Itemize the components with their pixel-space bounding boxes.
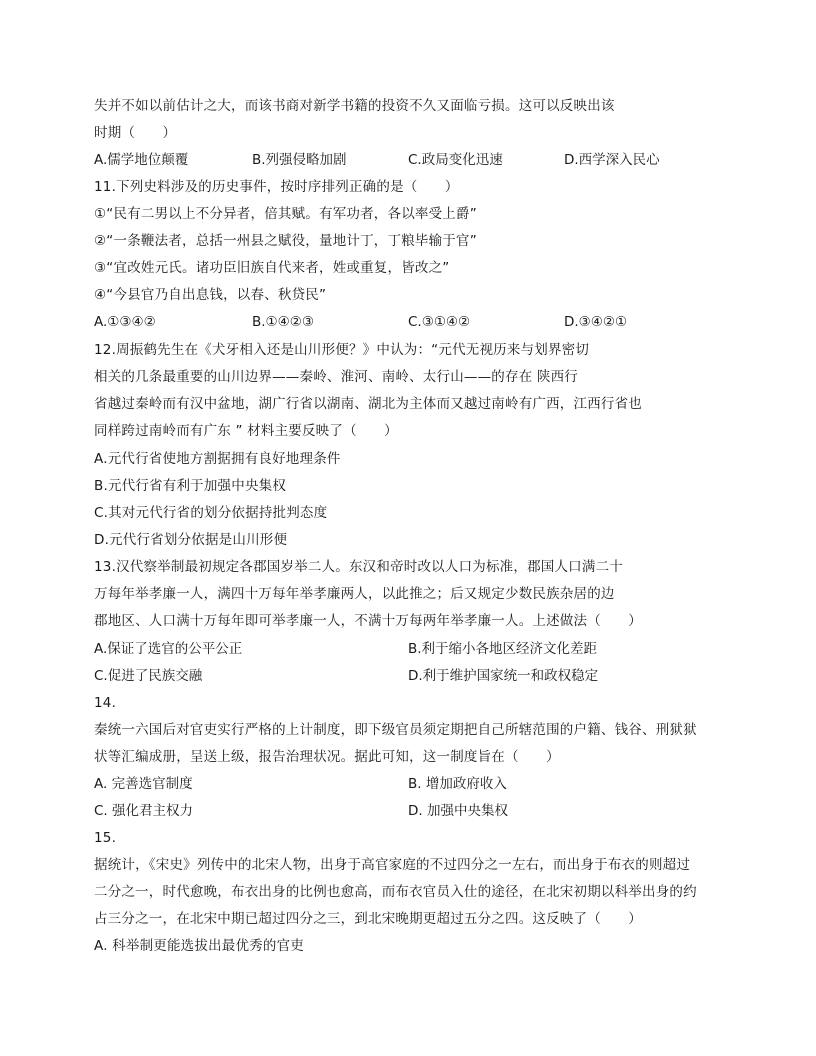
q11-option-a: A.①③④② — [94, 314, 156, 330]
q11-option-c: C.③①④② — [408, 314, 471, 330]
q12-stem-line-4: 同样跨过南岭而有广东 ” 材料主要反映了（ ） — [94, 423, 398, 439]
q10-stem-line-2: 时期（ ） — [94, 125, 177, 141]
q15-stem-line-1: 据统计，《宋史》列传中的北宋人物，出身于高官家庭的不过四分之一左右，而出身于布衣的则超过 — [94, 857, 691, 873]
q10-option-d: D.西学深入民心 — [564, 152, 660, 168]
q15-stem-line-3: 占三分之一，在北宋中期已超过四分之三，到北宋晚期更超过五分之四。这反映了（ ） — [94, 911, 642, 927]
q11-item-3: ③“宜改姓元氏。诸功臣旧族自代来者，姓或重复，皆改之” — [94, 260, 450, 276]
q14-options-row-1 — [94, 775, 734, 793]
q11-options — [94, 313, 734, 331]
q13-stem-line-1: 13.汉代察举制最初规定各郡国岁举二人。东汉和帝时改以人口为标准，郡国人口满二十 — [94, 559, 623, 575]
q12-option-c: C.其对元代行省的划分依据持批判态度 — [94, 505, 328, 521]
q14-stem-line-2: 状等汇编成册，呈送上级，报告治理状况。据此可知，这一制度旨在（ ） — [94, 749, 560, 765]
q14-option-d: D. 加强中央集权 — [408, 803, 508, 819]
q14-number: 14. — [94, 695, 117, 711]
q10-option-c: C.政局变化迅速 — [408, 152, 503, 168]
q13-option-a: A.保证了选官的公平公正 — [94, 641, 243, 657]
q15-number: 15. — [94, 830, 117, 846]
q12-option-a: A.元代行省使地方割据拥有良好地理条件 — [94, 451, 341, 467]
q14-option-c: C. 强化君主权力 — [94, 803, 194, 819]
q11-stem: 11.下列史料涉及的历史事件，按时序排列正确的是（ ） — [94, 179, 459, 195]
q10-options — [94, 151, 734, 169]
q14-option-b: B. 增加政府收入 — [408, 776, 507, 792]
q12-option-d: D.元代行省划分依据是山川形便 — [94, 532, 288, 548]
q13-stem-line-2: 万每年举孝廉一人，满四十万每年举孝廉两人，以此推之；后又规定少数民族杂居的边 — [94, 586, 615, 602]
q13-options-row-2 — [94, 667, 734, 685]
q10-stem-line-1: 失并不如以前估计之大，而该书商对新学书籍的投资不久又面临亏损。这可以反映出该 — [94, 98, 615, 114]
q13-option-c: C.促进了民族交融 — [94, 668, 203, 684]
q11-option-d: D.③④②① — [564, 314, 628, 330]
q10-option-b: B.列强侵略加剧 — [252, 152, 347, 168]
q14-option-a: A. 完善选官制度 — [94, 776, 193, 792]
q13-options-row-1 — [94, 640, 734, 658]
q12-option-b: B.元代行省有利于加强中央集权 — [94, 478, 287, 494]
q13-option-d: D.利于维护国家统一和政权稳定 — [408, 668, 599, 684]
q13-stem-line-3: 郡地区、人口满十万每年即可举孝廉一人，不满十万每两年举孝廉一人。上述做法（ ） — [94, 613, 642, 629]
q11-item-4: ④“今县官乃自出息钱，以春、秋贷民” — [94, 287, 327, 303]
q15-stem-line-2: 二分之一，时代愈晚，布衣出身的比例也愈高，而布衣官员入仕的途径，在北宋初期以科举出身的约 — [94, 884, 697, 900]
q11-item-1: ①“民有二男以上不分异者，倍其赋。有军功者，各以率受上爵” — [94, 206, 477, 222]
q12-stem-line-2: 相关的几条最重要的山川边界——秦岭、淮河、南岭、太行山——的存在 陕西行 — [94, 369, 578, 385]
q15-option-a: A. 科举制更能选拔出最优秀的官吏 — [94, 938, 304, 954]
q12-stem-line-1: 12.周振鹤先生在《犬牙相入还是山川形便？》中认为：“元代无视历来与划界密切 — [94, 342, 590, 358]
q11-item-2: ②“一条鞭法者，总括一州县之赋役，量地计丁，丁粮毕输于官” — [94, 233, 477, 249]
q14-options-row-2 — [94, 802, 734, 820]
q14-stem-line-1: 秦统一六国后对官吏实行严格的上计制度，即下级官员须定期把自己所辖范围的户籍、钱谷、刑狱狱 — [94, 722, 697, 738]
q13-option-b: B.利于缩小各地区经济文化差距 — [408, 641, 598, 657]
q11-option-b: B.①④②③ — [252, 314, 314, 330]
q12-stem-line-3: 省越过秦岭而有汉中盆地，湖广行省以湖南、湖北为主体而又越过南岭有广西，江西行省也 — [94, 396, 642, 412]
q10-option-a: A.儒学地位颠覆 — [94, 152, 189, 168]
